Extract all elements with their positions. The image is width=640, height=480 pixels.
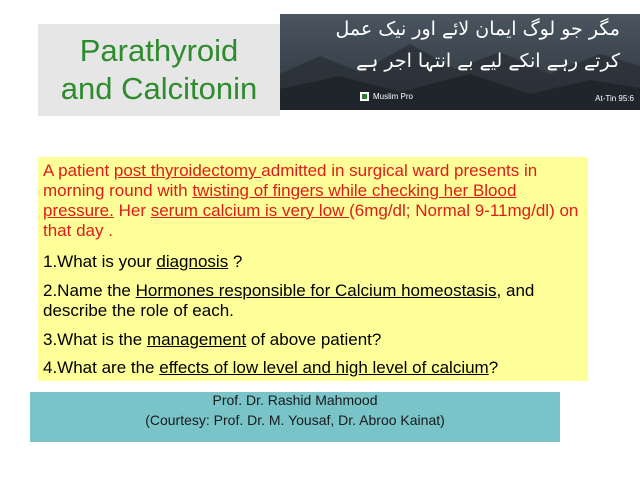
question-3	[43, 330, 588, 350]
question-2	[43, 281, 588, 321]
q2-suffix: , and describe the role of each.	[43, 281, 535, 320]
urdu-verse-line-2: کرتے رہے انکے لیے بے انتہا اجر ہے	[356, 50, 620, 72]
verse-reference: At-Tin 95:6	[595, 94, 634, 103]
muslim-pro-logo-icon	[360, 92, 369, 101]
q1-underline: diagnosis	[156, 252, 229, 271]
verse-banner-image	[280, 14, 640, 110]
q1-suffix: ?	[228, 252, 243, 271]
q3-suffix: of above patient?	[246, 330, 382, 349]
courtesy-credit: (Courtesy: Prof. Dr. M. Yousaf, Dr. Abroo Kainat)	[145, 412, 445, 428]
case-text-3: Her	[113, 201, 151, 220]
app-name: Muslim Pro	[373, 92, 414, 101]
q3-underline: management	[146, 330, 247, 349]
case-underline-1: post thyroidectomy	[113, 161, 262, 180]
case-question-box	[38, 157, 588, 381]
case-description	[43, 161, 588, 241]
case-text-2: admitted in surgical ward presents in morning round with	[43, 161, 538, 200]
credits-box	[30, 392, 560, 442]
q3-text: 3.What is the	[43, 330, 147, 349]
case-underline-3: serum calcium is very low	[150, 201, 350, 220]
slide-title	[38, 24, 280, 116]
urdu-verse-line-1: مگر جو لوگ ایمان لائے اور نیک عمل	[335, 18, 620, 40]
q4-text: 4.What are the	[43, 358, 160, 377]
title-line-2: and Calcitonin	[60, 71, 258, 106]
q4-suffix: ?	[488, 358, 499, 377]
question-4	[43, 358, 588, 378]
question-1	[43, 252, 588, 272]
case-underline-2: twisting of fingers while checking her Blood pressure.	[43, 181, 517, 220]
case-text-4: (6mg/dl; Normal 9-11mg/dl) on that day .	[43, 201, 579, 240]
app-badge	[360, 92, 413, 101]
q4-underline: effects of low level and high level of calcium	[159, 358, 489, 377]
case-text-1: A patient	[43, 161, 114, 180]
title-line-1: Parathyroid	[79, 33, 239, 68]
q1-text: 1.What is your	[43, 252, 157, 271]
q2-text: 2.Name the	[43, 281, 136, 300]
author-credit: Prof. Dr. Rashid Mahmood	[212, 392, 378, 408]
q2-underline: Hormones responsible for Calcium homeostasis	[135, 281, 497, 300]
